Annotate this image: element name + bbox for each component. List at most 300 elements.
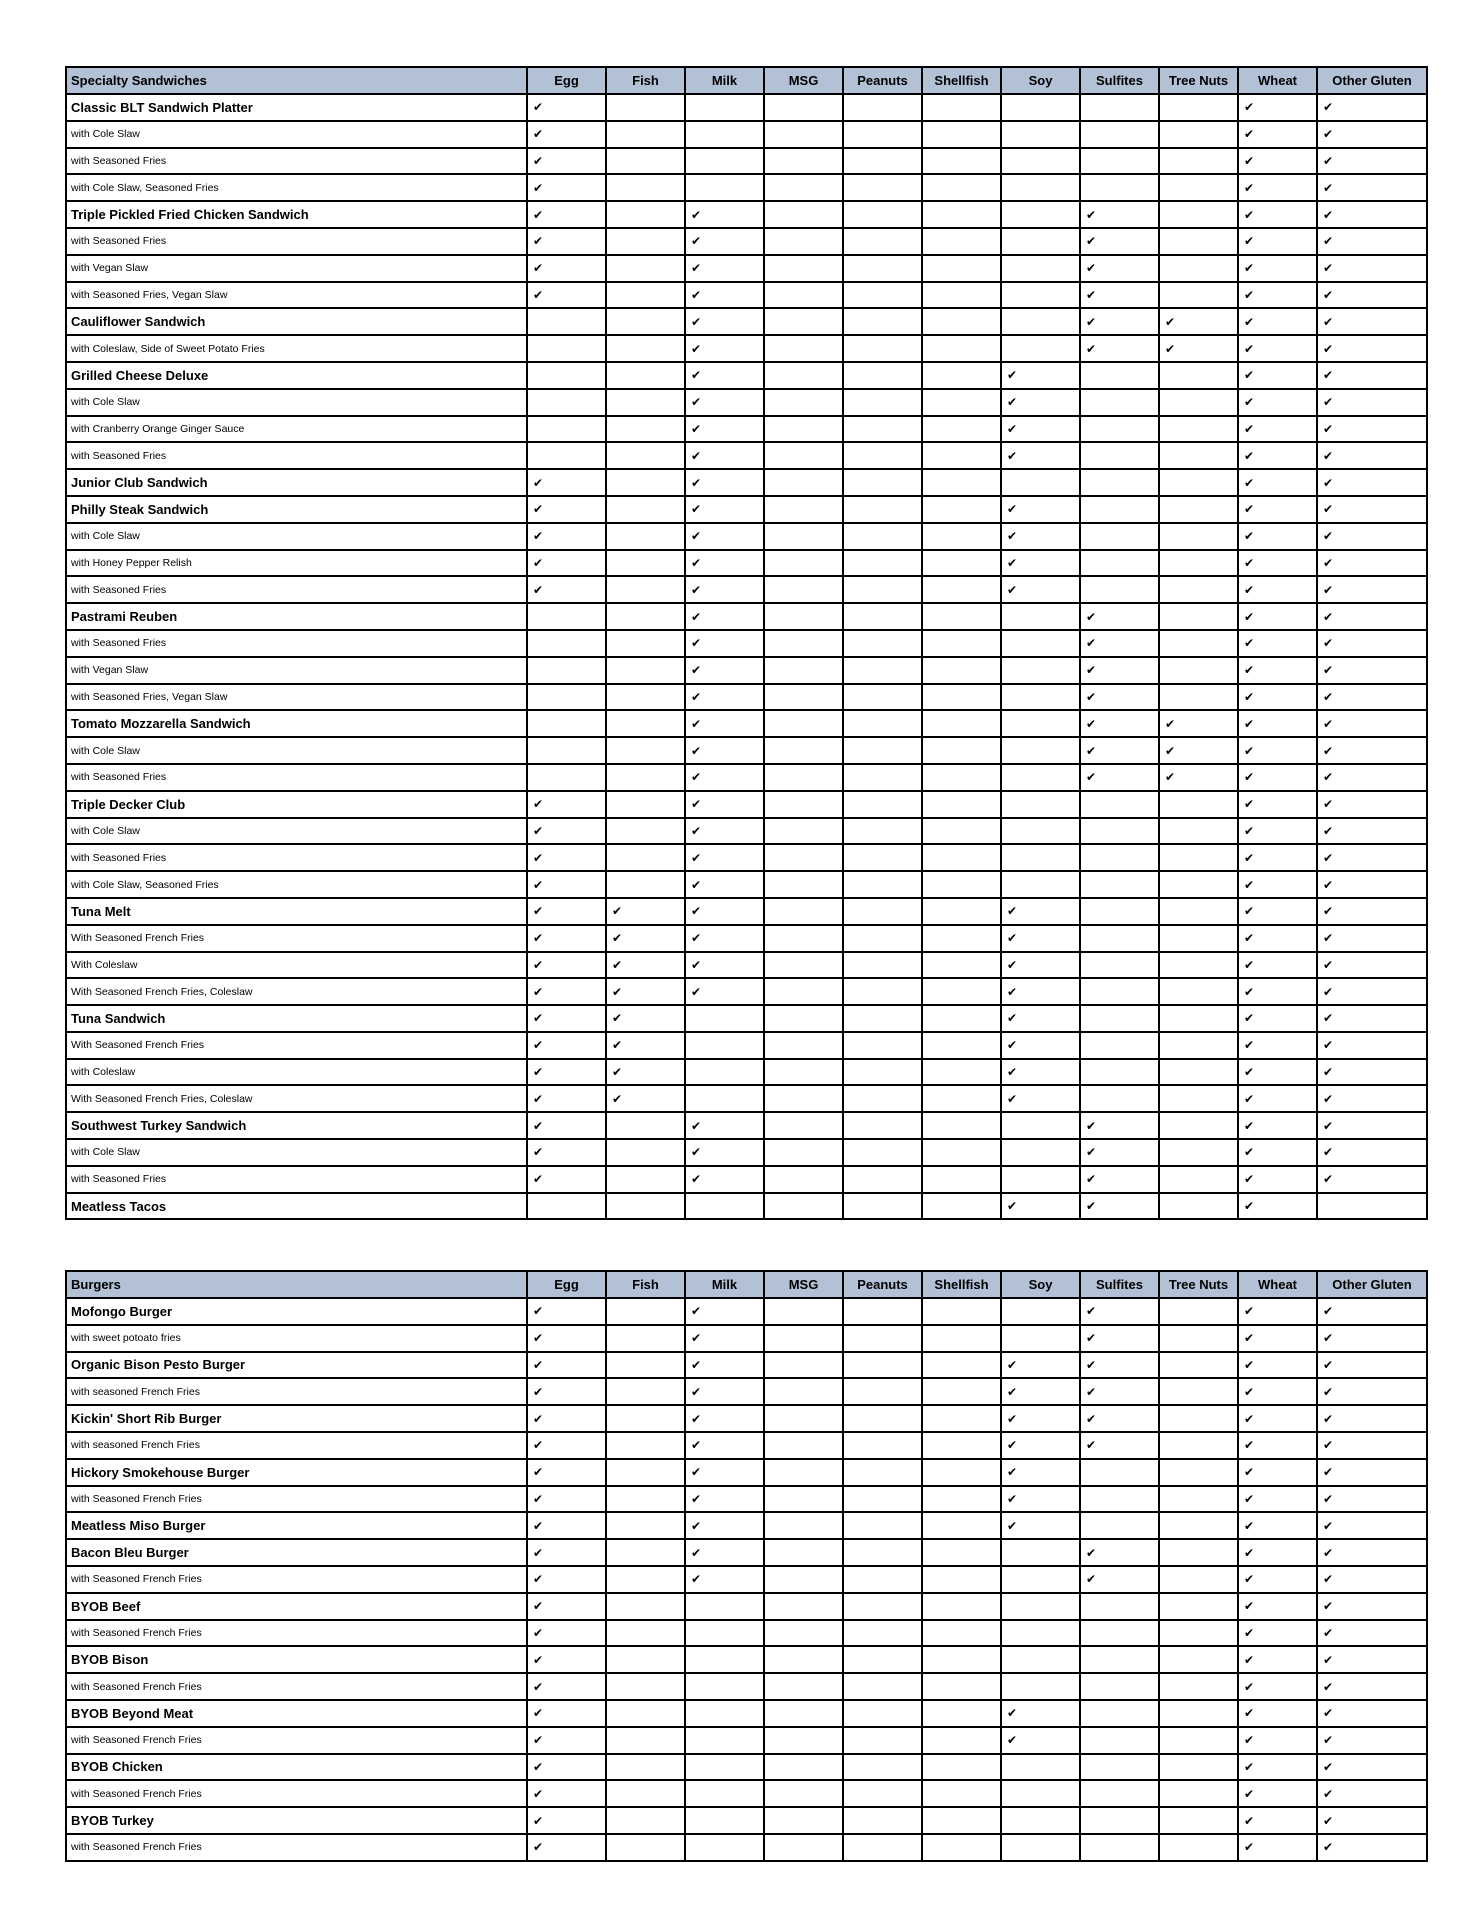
check-icon: ✔ — [1244, 716, 1255, 731]
check-icon: ✔ — [533, 1786, 544, 1801]
check-icon: ✔ — [1007, 1011, 1018, 1026]
allergen-cell-peanuts — [843, 1193, 922, 1220]
item-name: Triple Pickled Fried Chicken Sandwich — [66, 201, 527, 228]
allergen-cell-shellfish — [922, 925, 1001, 952]
allergen-cell-egg — [527, 925, 606, 952]
allergen-cell-soy — [1001, 710, 1080, 737]
check-icon: ✔ — [1244, 1706, 1255, 1721]
allergen-cell-shellfish — [922, 1646, 1001, 1673]
allergen-cell-peanuts — [843, 1032, 922, 1059]
allergen-cell-peanuts — [843, 1727, 922, 1754]
allergen-cell-shellfish — [922, 1325, 1001, 1352]
allergen-cell-peanuts — [843, 737, 922, 764]
allergen-cell-peanuts — [843, 978, 922, 1005]
allergen-cell-sulfites — [1080, 1193, 1159, 1220]
allergen-cell-shellfish — [922, 1700, 1001, 1727]
side-option-row — [66, 148, 1427, 175]
allergen-cell-milk — [685, 1005, 764, 1032]
check-icon: ✔ — [1323, 314, 1334, 329]
check-icon: ✔ — [1323, 100, 1334, 115]
allergen-cell-fish — [606, 871, 685, 898]
check-icon: ✔ — [1007, 368, 1018, 383]
allergen-cell-fish — [606, 416, 685, 443]
allergen-cell-peanuts — [843, 1112, 922, 1139]
allergen-cell-soy — [1001, 1432, 1080, 1459]
allergen-cell-peanuts — [843, 1378, 922, 1405]
allergen-cell-wheat — [1238, 1646, 1317, 1673]
check-icon: ✔ — [691, 957, 702, 972]
allergen-cell-sulfites — [1080, 148, 1159, 175]
item-name: With Seasoned French Fries, Coleslaw — [66, 978, 527, 1005]
allergen-cell-fish — [606, 1193, 685, 1220]
allergen-cell-milk — [685, 1512, 764, 1539]
check-icon: ✔ — [1323, 421, 1334, 436]
allergen-cell-other-gluten — [1317, 1005, 1427, 1032]
allergen-cell-milk — [685, 1486, 764, 1513]
allergen-cell-msg — [764, 335, 843, 362]
allergen-cell-tree-nuts — [1159, 1539, 1238, 1566]
allergen-cell-peanuts — [843, 1298, 922, 1325]
allergen-cell-sulfites — [1080, 978, 1159, 1005]
header-row — [66, 1271, 1427, 1298]
check-icon: ✔ — [1323, 1759, 1334, 1774]
allergen-cell-soy — [1001, 1539, 1080, 1566]
allergen-cell-tree-nuts — [1159, 174, 1238, 201]
allergen-cell-other-gluten — [1317, 1780, 1427, 1807]
allergen-cell-shellfish — [922, 1566, 1001, 1593]
allergen-cell-egg — [527, 1352, 606, 1379]
allergen-cell-soy — [1001, 657, 1080, 684]
allergen-cell-egg — [527, 1673, 606, 1700]
allergen-cell-wheat — [1238, 1700, 1317, 1727]
allergen-cell-egg — [527, 1085, 606, 1112]
allergen-cell-soy — [1001, 1754, 1080, 1781]
check-icon: ✔ — [1165, 341, 1176, 356]
allergen-cell-soy — [1001, 1378, 1080, 1405]
allergen-cell-tree-nuts — [1159, 952, 1238, 979]
allergen-cell-tree-nuts — [1159, 1754, 1238, 1781]
section-title: Burgers — [66, 1271, 527, 1298]
allergen-cell-milk — [685, 1352, 764, 1379]
check-icon: ✔ — [1244, 582, 1255, 597]
check-icon: ✔ — [533, 1679, 544, 1694]
check-icon: ✔ — [1323, 689, 1334, 704]
allergen-cell-other-gluten — [1317, 978, 1427, 1005]
allergen-cell-other-gluten — [1317, 1566, 1427, 1593]
column-header-milk: Milk — [685, 67, 764, 94]
check-icon: ✔ — [1323, 368, 1334, 383]
check-icon: ✔ — [1323, 1438, 1334, 1453]
allergen-cell-soy — [1001, 1085, 1080, 1112]
check-icon: ✔ — [1323, 180, 1334, 195]
allergen-cell-wheat — [1238, 1059, 1317, 1086]
allergen-cell-egg — [527, 1405, 606, 1432]
allergen-cell-other-gluten — [1317, 952, 1427, 979]
side-option-row — [66, 282, 1427, 309]
allergen-cell-peanuts — [843, 791, 922, 818]
check-icon: ✔ — [691, 904, 702, 919]
allergen-cell-msg — [764, 576, 843, 603]
allergen-cell-sulfites — [1080, 1807, 1159, 1834]
side-option-row — [66, 1486, 1427, 1513]
allergen-cell-soy — [1001, 335, 1080, 362]
allergen-cell-sulfites — [1080, 308, 1159, 335]
check-icon: ✔ — [1244, 153, 1255, 168]
check-icon: ✔ — [1244, 1545, 1255, 1560]
check-icon: ✔ — [691, 475, 702, 490]
allergen-cell-tree-nuts — [1159, 121, 1238, 148]
side-option-row — [66, 1780, 1427, 1807]
allergen-cell-fish — [606, 1780, 685, 1807]
column-header-tree-nuts: Tree Nuts — [1159, 67, 1238, 94]
check-icon: ✔ — [533, 261, 544, 276]
check-icon: ✔ — [1244, 287, 1255, 302]
allergen-cell-egg — [527, 282, 606, 309]
allergen-cell-peanuts — [843, 1807, 922, 1834]
allergen-cell-wheat — [1238, 818, 1317, 845]
allergen-cell-tree-nuts — [1159, 871, 1238, 898]
allergen-cell-fish — [606, 1298, 685, 1325]
allergen-cell-wheat — [1238, 1112, 1317, 1139]
side-option-row — [66, 630, 1427, 657]
allergen-cell-msg — [764, 1512, 843, 1539]
allergen-cell-shellfish — [922, 1834, 1001, 1861]
check-icon: ✔ — [1323, 636, 1334, 651]
allergen-cell-msg — [764, 389, 843, 416]
side-option-row — [66, 550, 1427, 577]
allergen-cell-msg — [764, 898, 843, 925]
check-icon: ✔ — [1007, 582, 1018, 597]
allergen-cell-egg — [527, 308, 606, 335]
check-icon: ✔ — [1323, 555, 1334, 570]
allergen-cell-fish — [606, 978, 685, 1005]
menu-item-row — [66, 1539, 1427, 1566]
allergen-cell-fish — [606, 952, 685, 979]
allergen-cell-fish — [606, 442, 685, 469]
allergen-cell-shellfish — [922, 898, 1001, 925]
allergen-cell-fish — [606, 1620, 685, 1647]
check-icon: ✔ — [1086, 1357, 1097, 1372]
allergen-cell-msg — [764, 442, 843, 469]
allergen-cell-shellfish — [922, 1593, 1001, 1620]
allergen-cell-milk — [685, 362, 764, 389]
allergen-cell-milk — [685, 1405, 764, 1432]
allergen-cell-shellfish — [922, 1085, 1001, 1112]
check-icon: ✔ — [1086, 287, 1097, 302]
check-icon: ✔ — [1244, 1759, 1255, 1774]
allergen-cell-tree-nuts — [1159, 550, 1238, 577]
check-icon: ✔ — [1323, 502, 1334, 517]
side-option-row — [66, 1834, 1427, 1861]
allergen-cell-sulfites — [1080, 1700, 1159, 1727]
allergen-cell-sulfites — [1080, 201, 1159, 228]
section-title: Specialty Sandwiches — [66, 67, 527, 94]
item-name: Tuna Melt — [66, 898, 527, 925]
allergen-cell-tree-nuts — [1159, 442, 1238, 469]
allergen-cell-tree-nuts — [1159, 1432, 1238, 1459]
allergen-cell-soy — [1001, 550, 1080, 577]
allergen-cell-tree-nuts — [1159, 1807, 1238, 1834]
check-icon: ✔ — [533, 850, 544, 865]
allergen-cell-soy — [1001, 1352, 1080, 1379]
allergen-cell-msg — [764, 282, 843, 309]
check-icon: ✔ — [691, 368, 702, 383]
check-icon: ✔ — [1244, 1304, 1255, 1319]
check-icon: ✔ — [1323, 904, 1334, 919]
allergen-cell-other-gluten — [1317, 1700, 1427, 1727]
allergen-cell-milk — [685, 255, 764, 282]
allergen-cell-peanuts — [843, 416, 922, 443]
item-name: with Cole Slaw — [66, 737, 527, 764]
allergen-cell-peanuts — [843, 308, 922, 335]
allergen-cell-egg — [527, 121, 606, 148]
allergen-cell-other-gluten — [1317, 603, 1427, 630]
allergen-cell-egg — [527, 978, 606, 1005]
allergen-cell-wheat — [1238, 630, 1317, 657]
allergen-cell-fish — [606, 1512, 685, 1539]
menu-item-row — [66, 1512, 1427, 1539]
allergen-cell-milk — [685, 1032, 764, 1059]
allergen-cell-shellfish — [922, 1512, 1001, 1539]
check-icon: ✔ — [1244, 984, 1255, 999]
allergen-cell-sulfites — [1080, 442, 1159, 469]
allergen-cell-soy — [1001, 1780, 1080, 1807]
allergen-cell-msg — [764, 1673, 843, 1700]
allergen-cell-sulfites — [1080, 1620, 1159, 1647]
check-icon: ✔ — [1323, 1599, 1334, 1614]
item-name: BYOB Beyond Meat — [66, 1700, 527, 1727]
allergen-cell-wheat — [1238, 94, 1317, 121]
allergen-cell-other-gluten — [1317, 174, 1427, 201]
allergen-cell-msg — [764, 978, 843, 1005]
allergen-cell-shellfish — [922, 657, 1001, 684]
allergen-cell-other-gluten — [1317, 1405, 1427, 1432]
allergen-cell-other-gluten — [1317, 1486, 1427, 1513]
check-icon: ✔ — [533, 180, 544, 195]
item-name: with Seasoned French Fries — [66, 1834, 527, 1861]
check-icon: ✔ — [1086, 1545, 1097, 1560]
allergen-cell-fish — [606, 201, 685, 228]
allergen-cell-fish — [606, 1486, 685, 1513]
allergen-cell-fish — [606, 550, 685, 577]
allergen-cell-sulfites — [1080, 1032, 1159, 1059]
allergen-cell-other-gluten — [1317, 148, 1427, 175]
check-icon: ✔ — [691, 877, 702, 892]
item-name: BYOB Bison — [66, 1646, 527, 1673]
allergen-cell-soy — [1001, 844, 1080, 871]
allergen-cell-shellfish — [922, 1727, 1001, 1754]
check-icon: ✔ — [1007, 1065, 1018, 1080]
allergen-cell-wheat — [1238, 308, 1317, 335]
allergen-cell-wheat — [1238, 1459, 1317, 1486]
check-icon: ✔ — [1007, 1384, 1018, 1399]
column-header-egg: Egg — [527, 67, 606, 94]
allergen-cell-egg — [527, 469, 606, 496]
allergen-cell-milk — [685, 1085, 764, 1112]
allergen-cell-fish — [606, 1005, 685, 1032]
allergen-cell-other-gluten — [1317, 925, 1427, 952]
check-icon: ✔ — [1244, 1331, 1255, 1346]
allergen-cell-other-gluten — [1317, 442, 1427, 469]
allergen-cell-peanuts — [843, 898, 922, 925]
allergen-cell-tree-nuts — [1159, 1352, 1238, 1379]
allergen-cell-msg — [764, 1620, 843, 1647]
allergen-cell-wheat — [1238, 1486, 1317, 1513]
allergen-cell-shellfish — [922, 1807, 1001, 1834]
check-icon: ✔ — [1086, 1304, 1097, 1319]
allergen-cell-sulfites — [1080, 898, 1159, 925]
check-icon: ✔ — [1323, 127, 1334, 142]
item-name: with Honey Pepper Relish — [66, 550, 527, 577]
allergen-cell-tree-nuts — [1159, 764, 1238, 791]
allergen-cell-egg — [527, 1700, 606, 1727]
allergen-cell-tree-nuts — [1159, 1325, 1238, 1352]
allergen-cell-egg — [527, 1646, 606, 1673]
allergen-cell-milk — [685, 791, 764, 818]
item-name: with Cole Slaw — [66, 523, 527, 550]
check-icon: ✔ — [1244, 1199, 1255, 1214]
allergen-cell-tree-nuts — [1159, 228, 1238, 255]
allergen-cell-peanuts — [843, 603, 922, 630]
allergen-cell-msg — [764, 952, 843, 979]
allergen-cell-sulfites — [1080, 630, 1159, 657]
check-icon: ✔ — [1244, 100, 1255, 115]
side-option-row — [66, 764, 1427, 791]
allergen-cell-soy — [1001, 1005, 1080, 1032]
check-icon: ✔ — [533, 984, 544, 999]
allergen-cell-other-gluten — [1317, 496, 1427, 523]
check-icon: ✔ — [1086, 716, 1097, 731]
allergen-cell-peanuts — [843, 871, 922, 898]
allergen-cell-shellfish — [922, 576, 1001, 603]
allergen-cell-shellfish — [922, 1539, 1001, 1566]
menu-item-row — [66, 1593, 1427, 1620]
item-name: Southwest Turkey Sandwich — [66, 1112, 527, 1139]
allergen-cell-other-gluten — [1317, 1325, 1427, 1352]
check-icon: ✔ — [691, 555, 702, 570]
allergen-cell-wheat — [1238, 737, 1317, 764]
allergen-cell-peanuts — [843, 1166, 922, 1193]
check-icon: ✔ — [612, 931, 623, 946]
allergen-cell-milk — [685, 1166, 764, 1193]
allergen-cell-shellfish — [922, 201, 1001, 228]
check-icon: ✔ — [1244, 1065, 1255, 1080]
allergen-cell-tree-nuts — [1159, 362, 1238, 389]
check-icon: ✔ — [1323, 1679, 1334, 1694]
allergen-cell-soy — [1001, 1059, 1080, 1086]
allergen-cell-msg — [764, 1459, 843, 1486]
check-icon: ✔ — [1086, 636, 1097, 651]
check-icon: ✔ — [1244, 529, 1255, 544]
allergen-cell-soy — [1001, 469, 1080, 496]
check-icon: ✔ — [533, 1331, 544, 1346]
check-icon: ✔ — [1244, 448, 1255, 463]
allergen-cell-msg — [764, 550, 843, 577]
side-option-row — [66, 523, 1427, 550]
allergen-cell-fish — [606, 1539, 685, 1566]
menu-item-row — [66, 1700, 1427, 1727]
allergen-cell-fish — [606, 737, 685, 764]
allergen-cell-wheat — [1238, 469, 1317, 496]
allergen-cell-msg — [764, 1405, 843, 1432]
allergen-cell-wheat — [1238, 148, 1317, 175]
check-icon: ✔ — [1323, 1733, 1334, 1748]
check-icon: ✔ — [533, 1652, 544, 1667]
allergen-cell-tree-nuts — [1159, 1834, 1238, 1861]
item-name: with Vegan Slaw — [66, 657, 527, 684]
allergen-cell-soy — [1001, 94, 1080, 121]
menu-item-row — [66, 791, 1427, 818]
allergen-cell-wheat — [1238, 1432, 1317, 1459]
allergen-cell-tree-nuts — [1159, 737, 1238, 764]
check-icon: ✔ — [1323, 1465, 1334, 1480]
allergen-cell-peanuts — [843, 1780, 922, 1807]
allergen-cell-peanuts — [843, 228, 922, 255]
allergen-cell-shellfish — [922, 1352, 1001, 1379]
check-icon: ✔ — [1244, 314, 1255, 329]
allergen-cell-egg — [527, 174, 606, 201]
allergen-cell-wheat — [1238, 1807, 1317, 1834]
allergen-cell-fish — [606, 469, 685, 496]
allergen-cell-egg — [527, 603, 606, 630]
check-icon: ✔ — [1244, 1172, 1255, 1187]
allergen-cell-egg — [527, 737, 606, 764]
check-icon: ✔ — [1165, 314, 1176, 329]
allergen-cell-peanuts — [843, 255, 922, 282]
allergen-cell-peanuts — [843, 1352, 922, 1379]
column-header-fish: Fish — [606, 67, 685, 94]
check-icon: ✔ — [612, 1011, 623, 1026]
allergen-cell-peanuts — [843, 657, 922, 684]
allergen-cell-tree-nuts — [1159, 416, 1238, 443]
check-icon: ✔ — [1244, 609, 1255, 624]
allergen-cell-egg — [527, 1325, 606, 1352]
allergen-cell-milk — [685, 1727, 764, 1754]
item-name: with Coleslaw, Side of Sweet Potato Fries — [66, 335, 527, 362]
item-name: With Seasoned French Fries — [66, 925, 527, 952]
allergen-cell-egg — [527, 228, 606, 255]
check-icon: ✔ — [533, 1733, 544, 1748]
check-icon: ✔ — [1323, 797, 1334, 812]
allergen-cell-msg — [764, 201, 843, 228]
allergen-cell-shellfish — [922, 871, 1001, 898]
allergen-cell-shellfish — [922, 1166, 1001, 1193]
allergen-cell-milk — [685, 1193, 764, 1220]
allergen-cell-sulfites — [1080, 1112, 1159, 1139]
column-header-milk: Milk — [685, 1271, 764, 1298]
check-icon: ✔ — [533, 1011, 544, 1026]
check-icon: ✔ — [533, 1411, 544, 1426]
check-icon: ✔ — [1323, 207, 1334, 222]
allergen-cell-egg — [527, 1780, 606, 1807]
item-name: With Coleslaw — [66, 952, 527, 979]
check-icon: ✔ — [1007, 1411, 1018, 1426]
allergen-cell-tree-nuts — [1159, 1727, 1238, 1754]
allergen-cell-milk — [685, 469, 764, 496]
allergen-cell-other-gluten — [1317, 1673, 1427, 1700]
allergen-cell-soy — [1001, 1834, 1080, 1861]
check-icon: ✔ — [1323, 1011, 1334, 1026]
allergen-cell-shellfish — [922, 1193, 1001, 1220]
allergen-cell-msg — [764, 1646, 843, 1673]
check-icon: ✔ — [1244, 797, 1255, 812]
allergen-cell-shellfish — [922, 1298, 1001, 1325]
check-icon: ✔ — [1086, 1411, 1097, 1426]
item-name: with seasoned French Fries — [66, 1432, 527, 1459]
allergen-cell-egg — [527, 898, 606, 925]
check-icon: ✔ — [533, 1759, 544, 1774]
allergen-cell-other-gluten — [1317, 630, 1427, 657]
